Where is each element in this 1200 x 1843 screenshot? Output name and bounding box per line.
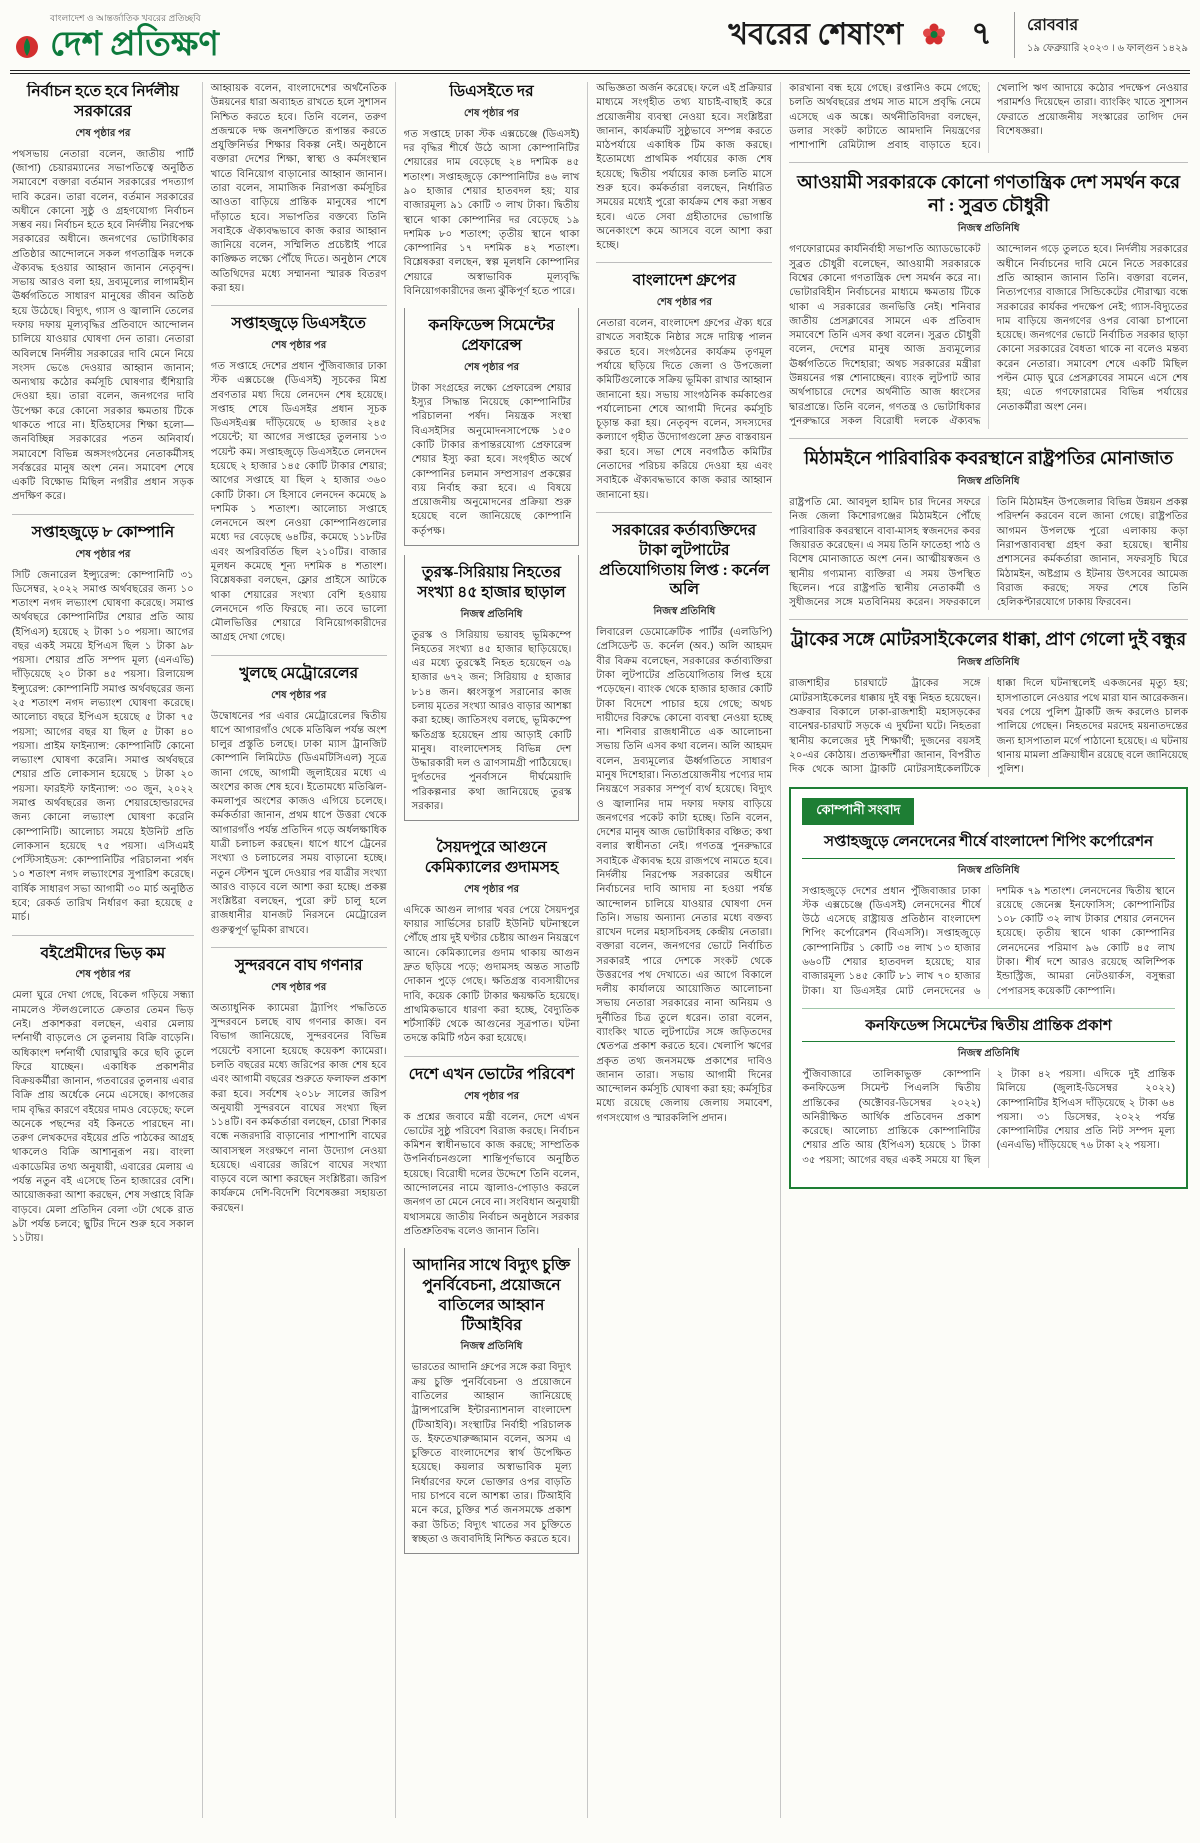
paper-tagline: বাংলাদেশ ও আন্তর্জাতিক খবরের প্রতিচ্ছবি <box>50 13 201 23</box>
article-nirbachon <box>12 82 194 505</box>
article-byline: শেষ পৃষ্ঠার পর <box>271 689 327 701</box>
article-byline: শেষ পৃষ্ঠার পর <box>271 981 327 993</box>
date-line: ১৯ ফেব্রুয়ারি ২০২৩ । ৬ ফাল্গুন ১৪২৯ <box>1026 43 1188 54</box>
column-1 <box>10 82 203 1818</box>
article-headline: মিঠামইনে পারিবারিক কবরস্থানে রাষ্ট্রপতির মোনাজাত <box>804 448 1174 469</box>
article-byline: শেষ পৃষ্ঠার পর <box>463 361 520 373</box>
article-headline: সপ্তাহজুড়ে লেনদেনের শীর্ষে বাংলাদেশ শিপিং কর্পোরেশন <box>802 833 1175 858</box>
article-byline: শেষ পৃষ্ঠার পর <box>463 883 520 895</box>
company-news-box-title: কোম্পানী সংবাদ <box>802 798 914 825</box>
article-subrata-chowdhury <box>789 162 1188 429</box>
article-headline: কনফিডেন্স সিমেন্টের দ্বিতীয় প্রান্তিক প্রকাশ <box>802 1017 1175 1042</box>
article-body: আহ্বায়ক বলেন, বাংলাদেশের অর্থনৈতিক উন্নয়নের ধারা অব্যাহত রাখতে হলে সুশাসন নিশ্চিত করতে হবে। তিনি বলেন, তরুণ প্রজন্মকে দক্ষ জনশক্তিতে রূপান্তর করতে প্রযুক্তিনির্ভর শিক্ষার বিকল্প নেই। অনুষ্ঠানে বক্তারা দেশের শিক্ষা, স্বাস্থ্য ও কর্মসংস্থান খাতে বিনিয়োগ বাড়ানোর আহ্বান জানান। তারা বলেন, সামাজিক নিরাপত্তা কর্মসূচির আওতা বাড়িয়ে প্রান্তিক মানুষের পাশে দাঁড়াতে হবে। সভাপতির বক্তব্যে তিনি সবাইকে ঐক্যবদ্ধভাবে কাজ করার আহ্বান জানিয়ে বলেন, সম্মিলিত প্রচেষ্টাই পারে কাঙ্ক্ষিত লক্ষ্যে পৌঁছে দিতে। অনুষ্ঠান শেষে অতিথিদের মধ্যে সম্মাননা স্মারক বিতরণ করা হয়। <box>210 83 387 294</box>
article-truck-motorcycle <box>789 619 1188 777</box>
article-body: রাজশাহীর চারঘাটে ট্রাকের সঙ্গে মোটরসাইকেলের ধাক্কায় দুই বন্ধু নিহত হয়েছেন। শুক্রবার বিকালে ঢাকা-রাজশাহী মহাসড়কের বানেশ্বর-চারঘাট সড়কে এ দুর্ঘটনা ঘটে। নিহতরা স্থানীয় কলেজের দুই শিক্ষার্থী; দুজনের বয়সই ২০-এর কোঠায়। প্রত্যক্ষদর্শীরা জানান, বিপরীত দিক থেকে আসা ট্রাকটি মোটরসাইকেলটিকে ধাক্কা দিলে ঘটনাস্থলেই একজনের মৃত্যু হয়; হাসপাতালে নেওয়ার পথে মারা যান আরেকজন। খবর পেয়ে পুলিশ ট্রাকটি জব্দ করলেও চালক পালিয়ে গেছেন। নিহতদের মরদেহ ময়নাতদন্তের জন্য হাসপাতাল মর্গে পাঠানো হয়েছে। এ ঘটনায় থানায় মামলা প্রক্রিয়াধীন রয়েছে বলে জানিয়েছে পুলিশ। <box>789 678 1188 776</box>
article-metrorail <box>211 655 387 938</box>
article-byline: শেষ পৃষ্ঠার পর <box>75 969 131 981</box>
article-body: টাকা সংগ্রহের লক্ষ্যে প্রেফারেন্স শেয়ার ইস্যুর সিদ্ধান্ত নিয়েছে কোম্পানিটির পরিচালনা পর্ষদ। নিয়ন্ত্রক সংস্থা বিএসইসির অনুমোদনসাপেক্ষে ১৫০ কোটি টাকার রূপান্তরযোগ্য প্রেফারেন্স শেয়ার ইস্যু করা হবে। সংগৃহীত অর্থে কোম্পানির চলমান সম্প্রসারণ প্রকল্পের ব্যয় নির্বাহ করা হবে। এ বিষয়ে প্রয়োজনীয় অনুমোদনের প্রক্রিয়া শুরু হয়েছে বলে জানিয়েছে কোম্পানি কর্তৃপক্ষ। <box>411 382 572 537</box>
article-body: গত সপ্তাহে ঢাকা স্টক এক্সচেঞ্জে (ডিএসই) দর বৃদ্ধির শীর্ষে উঠে আসা কোম্পানিটির শেয়ারের দাম বেড়েছে ২৪ দশমিক ৪৫ শতাংশ। সপ্তাহজুড়ে কোম্পানিটির ৪৬ লাখ ৯০ হাজার শেয়ার হাতবদল হয়; যার বাজারমূল্য ৯১ কোটি ৩ লাখ টাকা। দ্বিতীয় স্থানে থাকা কোম্পানির দর বেড়েছে ১৯ দশমিক ৮০ শতাংশ; তৃতীয় স্থানে থাকা কোম্পানির ১৭ দশমিক ৪২ শতাংশ। বিশ্লেষকরা বলছেন, স্বল্প মূলধনি কোম্পানির শেয়ারে অস্বাভাবিক মূল্যবৃদ্ধি বিনিয়োগকারীদের জন্য ঝুঁকিপূর্ণ হতে পারে। <box>403 128 580 297</box>
article-byline: নিজস্ব প্রতিনিধি <box>460 608 523 620</box>
article-body: নেতারা বলেন, বাংলাদেশ গ্রুপের ঐক্য ধরে রাখতে সবাইকে নিষ্ঠার সঙ্গে দায়িত্ব পালন করতে হবে। সংগঠনের কার্যক্রম তৃণমূল পর্যায়ে ছড়িয়ে দিতে জেলা ও উপজেলা কমিটিগুলোকে সক্রিয় ভূমিকা রাখার আহ্বান জানানো হয়। সভায় সাংগঠনিক কর্মকাণ্ডের পর্যালোচনা শেষে আগামী দিনের কর্মসূচি চূড়ান্ত করা হয়। নেতৃবৃন্দ বলেন, সদস্যদের কল্যাণে গৃহীত উদ্যোগগুলো দ্রুত বাস্তবায়ন করা হবে। সভা শেষে নবগঠিত কমিটির নেতাদের পরিচয় করিয়ে দেওয়া হয় এবং সবাইকে ঐক্যবদ্ধভাবে কাজ করার আহ্বান জানানো হয়। <box>596 318 773 501</box>
article-headline: আওয়ামী সরকারকে কোনো গণতান্ত্রিক দেশ সমর্থন করে না : সুব্রত চৌধুরী <box>797 172 1181 216</box>
article-continuation <box>596 82 772 253</box>
article-body: এদিকে আগুন লাগার খবর পেয়ে সৈয়দপুর ফায়ার সার্ভিসের চারটি ইউনিট ঘটনাস্থলে পৌঁছে প্রায় দুই ঘণ্টার চেষ্টায় আগুন নিয়ন্ত্রণে আনে। কেমিক্যালের গুদাম থাকায় আগুন দ্রুত ছড়িয়ে পড়ে; গুদামসহ অন্তত সাতটি দোকান পুড়ে গেছে। ক্ষতিগ্রস্ত ব্যবসায়ীদের দাবি, কয়েক কোটি টাকার ক্ষয়ক্ষতি হয়েছে। প্রাথমিকভাবে ধারণা করা হচ্ছে, বৈদ্যুতিক শর্টসার্কিট থেকে আগুনের সূত্রপাত। ঘটনা তদন্তে কমিটি গঠন করা হয়েছে। <box>403 904 580 1045</box>
article-continuation <box>789 82 1188 153</box>
article-headline: বইপ্রেমীদের ভিড় কম <box>40 944 166 962</box>
article-body: তুরস্ক ও সিরিয়ায় ভয়াবহ ভূমিকম্পে নিহতের সংখ্যা ৪৫ হাজার ছাড়িয়েছে। এর মধ্যে তুরস্কেই নিহত হয়েছেন ৩৯ হাজার ৬৭২ জন; সিরিয়ায় ৫ হাজার ৮১৪ জন। ধ্বংসস্তূপ সরানোর কাজ চলায় মৃতের সংখ্যা আরও বাড়ার আশঙ্কা করা হচ্ছে। জাতিসংঘ বলছে, ভূমিকম্পে ক্ষতিগ্রস্ত হয়েছেন প্রায় আড়াই কোটি মানুষ। বাংলাদেশসহ বিভিন্ন দেশ উদ্ধারকারী দল ও ত্রাণসামগ্রী পাঠিয়েছে। দুর্গতদের পুনর্বাসনে দীর্ঘমেয়াদি পরিকল্পনার কথা জানিয়েছে তুরস্ক সরকার। <box>411 629 572 812</box>
article-byline: শেষ পৃষ্ঠার পর <box>463 1090 520 1102</box>
article-byline: নিজস্ব প্রতিনিধি <box>460 1341 523 1353</box>
article-headline: নির্বাচন হতে হবে নির্দলীয় সরকারের <box>26 83 179 120</box>
article-8-company <box>12 514 194 926</box>
article-sundarban-tiger <box>211 947 387 1216</box>
article-body: ক প্রশ্নের জবাবে মন্ত্রী বলেন, দেশে এখন ভোটের সুষ্ঠু পরিবেশ বিরাজ করছে। নির্বাচন কমিশন স্বাধীনভাবে কাজ করছে; সাম্প্রতিক উপনির্বাচনগুলো শান্তিপূর্ণভাবে অনুষ্ঠিত হয়েছে। বিরোধী দলের উদ্দেশে তিনি বলেন, আন্দোলনের নামে জ্বালাও-পোড়াও করলে জনগণ তা মেনে নেবে না। সংবিধান অনুযায়ী যথাসময়ে জাতীয় নির্বাচন অনুষ্ঠানে সরকার প্রতিশ্রুতিবদ্ধ বলেও জানান তিনি। <box>403 1111 580 1237</box>
page-number: ৭ <box>971 15 992 51</box>
article-confidence-q2 <box>802 1008 1175 1168</box>
article-confidence-preference <box>404 308 580 546</box>
article-headline: তুরস্ক-সিরিয়ায় নিহতের সংখ্যা ৪৫ হাজার ছাড়াল <box>417 563 566 601</box>
article-dse-price <box>404 82 580 299</box>
article-headline: সপ্তাহজুড়ে ডিএসইতে <box>231 315 366 333</box>
article-headline: ট্রাকের সঙ্গে মোটরসাইকেলের ধাক্কা, প্রাণ গেলো দুই বন্ধুর <box>791 629 1187 650</box>
flower-ornament-icon <box>919 20 949 50</box>
article-turkey-syria <box>404 555 580 821</box>
article-headline: ডিএসইতে দর <box>449 83 534 100</box>
article-body: গণফোরামের কার্যনির্বাহী সভাপতি অ্যাডভোকেট সুব্রত চৌধুরী বলেছেন, আওয়ামী সরকারকে বিশ্বের কোনো গণতান্ত্রিক দেশ সমর্থন করে না। ভোটারবিহীন নির্বাচনের মাধ্যমে ক্ষমতায় টিকে থাকা এ সরকারের জনভিত্তি নেই। শনিবার জাতীয় প্রেসক্লাবের সামনে এক প্রতিবাদ সমাবেশে তিনি এসব কথা বলেন। সুব্রত চৌধুরী বলেন, দেশের মানুষ আজ দ্রব্যমূল্যের ঊর্ধ্বগতিতে দিশেহারা; অথচ সরকারের মন্ত্রীরা উন্নয়নের গল্প শোনাচ্ছেন। ব্যাংক লুটপাট আর অর্থপাচারে দেশের অর্থনীতি আজ ধ্বংসের দ্বারপ্রান্তে। তিনি বলেন, গণতন্ত্র ও ভোটাধিকার পুনরুদ্ধারে সকল বিরোধী দলকে ঐক্যবদ্ধ আন্দোলন গড়ে তুলতে হবে। নির্দলীয় সরকারের অধীনে নির্বাচনের দাবি মেনে নিতে সরকারের প্রতি আহ্বান জানান তিনি। বক্তারা বলেন, নিত্যপণ্যের বাজারে সিন্ডিকেটের দৌরাত্ম্য বন্ধে সরকারের কার্যকর পদক্ষেপ নেই; গ্যাস-বিদ্যুতের দাম বাড়িয়ে জনগণের ওপর বোঝা চাপানো হয়েছে। জনগণের ভোটে নির্বাচিত সরকার ছাড়া কোনো সরকারের বৈধতা থাকে না বলেও মন্তব্য করেন নেতারা। সমাবেশ শেষে একটি মিছিল পল্টন মোড় ঘুরে প্রেসক্লাবের সামনে এসে শেষ হয়; এতে গণফোরামের বিভিন্ন পর্যায়ের নেতাকর্মীরা অংশ নেন। <box>789 244 1188 427</box>
article-byline: নিজস্ব প্রতিনিধি <box>957 657 1020 669</box>
article-bd-group <box>596 262 772 502</box>
article-byline: শেষ পৃষ্ঠার পর <box>463 107 520 119</box>
article-vote-environment <box>404 1056 580 1239</box>
article-body: লিবারেল ডেমোক্রেটিক পার্টির (এলডিপি) প্রেসিডেন্ট ড. কর্নেল (অব.) অলি আহমদ বীর বিক্রম বলেছেন, সরকারের কর্তাব্যক্তিরা টাকা লুটপাটের প্রতিযোগিতায় লিপ্ত হয়ে পড়েছেন। ব্যাংক থেকে হাজার হাজার কোটি টাকা বিদেশে পাচার হয়ে গেছে; অথচ দায়ীদের বিরুদ্ধে কোনো ব্যবস্থা নেওয়া হচ্ছে না। শনিবার রাজধানীতে এক আলোচনা সভায় তিনি এসব কথা বলেন। অলি আহমদ বলেন, দ্রব্যমূল্যের ঊর্ধ্বগতিতে সাধারণ মানুষ দিশেহারা। নিত্যপ্রয়োজনীয় পণ্যের দাম নিয়ন্ত্রণে সরকার সম্পূর্ণ ব্যর্থ হয়েছে। বিদ্যুৎ ও জ্বালানির দাম দফায় দফায় বাড়িয়ে জনগণের পকেট কাটা হচ্ছে। তিনি বলেন, দেশের মানুষ আজ ভোটাধিকার বঞ্চিত; কথা বলার স্বাধীনতা নেই। গণতন্ত্র পুনরুদ্ধারে সবাইকে ঐক্যবদ্ধ হয়ে রাজপথে নামতে হবে। নির্দলীয় নিরপেক্ষ সরকারের অধীনে নির্বাচনের দাবি আদায় না হওয়া পর্যন্ত আন্দোলন চালিয়ে যাওয়ার ঘোষণা দেন তিনি। সভায় অন্যান্য নেতার মধ্যে বক্তব্য রাখেন দলের মহাসচিবসহ কেন্দ্রীয় নেতারা। বক্তারা বলেন, জনগণের ভোটে নির্বাচিত সরকারই পারে দেশকে সংকট থেকে উত্তরণের পথ দেখাতে। এর আগে বিকালে দলীয় কার্যালয়ে আয়োজিত আলোচনা সভায় নেতারা সরকারের নানা অনিয়ম ও দুর্নীতির চিত্র তুলে ধরেন। তারা বলেন, ব্যাংকিং খাতে লুটপাটের সঙ্গে জড়িতদের শ্বেতপত্র প্রকাশ করতে হবে। খেলাপি ঋণের প্রকৃত তথ্য জনসমক্ষে প্রকাশের দাবিও জানান তারা। সভায় আগামী দিনের আন্দোলন কর্মসূচি ঘোষণা করা হয়; কর্মসূচির মধ্যে রয়েছে জেলায় জেলায় সমাবেশ, গণসংযোগ ও স্মারকলিপি প্রদান। <box>596 627 773 1124</box>
column-2 <box>203 82 396 1818</box>
article-body: পুঁজিবাজারে তালিকাভুক্ত কোম্পানি কনফিডেন্স সিমেন্ট পিএলসি দ্বিতীয় প্রান্তিকের (অক্টোবর-ডিসেম্বর ২০২২) অনিরীক্ষিত আর্থিক প্রতিবেদন প্রকাশ করেছে। আলোচ্য প্রান্তিকে কোম্পানিটির শেয়ার প্রতি আয় (ইপিএস) হয়েছে ১ টাকা ৩৫ পয়সা; আগের বছর একই সময়ে যা ছিল ২ টাকা ৪২ পয়সা। এদিকে দুই প্রান্তিক মিলিয়ে (জুলাই-ডিসেম্বর ২০২২) কোম্পানিটির ইপিএস দাঁড়িয়েছে ২ টাকা ৬৪ পয়সা। ৩১ ডিসেম্বর, ২০২২ পর্যন্ত কোম্পানিটির শেয়ার প্রতি নিট সম্পদ মূল্য (এনএভি) দাঁড়িয়েছে ৭৬ টাকা ২২ পয়সা। <box>802 1069 1175 1166</box>
article-byline: নিজস্ব প্রতিনিধি <box>957 223 1020 235</box>
article-bsc-top-turnover <box>802 833 1175 998</box>
logo-block <box>12 11 219 62</box>
article-headline: দেশে এখন ভোটের পরিবেশ <box>408 1065 575 1083</box>
article-byline: শেষ পৃষ্ঠার পর <box>656 297 712 309</box>
article-byline: নিজস্ব প্রতিনিধি <box>957 1048 1020 1060</box>
article-headline: সরকারের কর্তাব্যক্তিদের টাকা লুটপাটের প্রতিযোগিতায় লিপ্ত : কর্নেল অলি <box>599 521 770 599</box>
masthead-divider <box>10 70 1190 74</box>
article-adani-tib <box>404 1248 580 1554</box>
article-headline: আদানির সাথে বিদ্যুৎ চুক্তি পুনর্বিবেচনা, প্রয়োজনে বাতিলের আহ্বান টিআইবির <box>412 1257 571 1334</box>
article-body: উদ্বোধনের পর এবার মেট্রোরেলের দ্বিতীয় ধাপে আগারগাঁও থেকে মতিঝিল পর্যন্ত অংশ চালুর প্রস্তুতি চলছে। ঢাকা ম্যাস ট্রানজিট কোম্পানি লিমিটেড (ডিএমটিসিএল) সূত্রে জানা গেছে, আগামী জুলাইয়ের মধ্যে এ অংশের কাজ শেষ হবে। ইতোমধ্যে মতিঝিল-কমলাপুর অংশের কাজও এগিয়ে চলেছে। কর্মকর্তারা জানান, প্রথম ধাপে উত্তরা থেকে আগারগাঁও পর্যন্ত প্রতিদিন গড়ে অর্ধলক্ষাধিক যাত্রী চলাচল করছেন। ধাপে ধাপে ট্রেনের সংখ্যা ও চলাচলের সময় বাড়ানো হচ্ছে। নতুন স্টেশন খুলে দেওয়ার পর যাত্রীর সংখ্যা আরও বাড়বে বলে আশা করা হচ্ছে। প্রকল্প সংশ্লিষ্টরা বলছেন, পুরো রুট চালু হলে রাজধানীর যানজট নিরসনে মেট্রোরেল গুরুত্বপূর্ণ ভূমিকা রাখবে। <box>210 710 387 936</box>
article-body: রাষ্ট্রপতি মো. আবদুল হামিদ চার দিনের সফরে নিজ জেলা কিশোরগঞ্জের মিঠামইনে পৌঁছে পারিবারিক কবরস্থানে বাবা-মাসহ স্বজনদের কবর জিয়ারত করেছেন। এ সময় তিনি ফাতেহা পাঠ ও বিশেষ মোনাজাতে অংশ নেন। আত্মীয়স্বজন ও স্থানীয় গণ্যমান্য ব্যক্তিরা এ সময় উপস্থিত ছিলেন। পরে রাষ্ট্রপতি স্থানীয় নেতাকর্মী ও সুধীজনের সঙ্গে মতবিনিময় করেন। সফরকালে তিনি মিঠামইন উপজেলার বিভিন্ন উন্নয়ন প্রকল্প পরিদর্শন করবেন বলে জানা গেছে। রাষ্ট্রপতির আগমন উপলক্ষে পুরো এলাকায় কড়া নিরাপত্তাব্যবস্থা গ্রহণ করা হয়েছে। স্থানীয় প্রশাসনের কর্মকর্তারা জানান, সফরসূচি ঘিরে মিঠামইন, অষ্টগ্রাম ও ইটনায় উৎসবের আমেজ বিরাজ করছে; সফর শেষে তিনি হেলিকপ্টারযোগে ঢাকায় ফিরবেন। <box>789 497 1188 609</box>
article-headline: বাংলাদেশ গ্রুপের <box>632 272 736 290</box>
masthead <box>10 6 1190 70</box>
article-body: গত সপ্তাহে দেশের প্রধান পুঁজিবাজার ঢাকা স্টক এক্সচেঞ্জে (ডিএসই) সূচকের মিশ্র প্রবণতার মধ্য দিয়ে লেনদেন শেষ হয়েছে। সপ্তাহ শেষে ডিএসইর প্রধান সূচক ডিএসইএক্স দাঁড়িয়েছে ৬ হাজার ২৪৫ পয়েন্টে; যা আগের সপ্তাহের তুলনায় ১৩ পয়েন্ট কম। সপ্তাহজুড়ে ডিএসইতে লেনদেন হয়েছে ২ হাজার ১৪৫ কোটি টাকার শেয়ার; আগের সপ্তাহে যা ছিল ২ হাজার ৩৬০ কোটি টাকা। সে হিসাবে লেনদেন কমেছে ৯ দশমিক ১ শতাংশ। আলোচ্য সপ্তাহে লেনদেনে অংশ নেওয়া কোম্পানিগুলোর মধ্যে দর বেড়েছে ৬৪টির, কমেছে ১১৮টির এবং অপরিবর্তিত ছিল ২১০টির। বাজার মূলধন কমেছে শূন্য দশমিক ৪ শতাংশ। বিশ্লেষকরা বলছেন, ফ্লোর প্রাইসে আটকে থাকা শেয়ারের সংখ্যা বেশি হওয়ায় লেনদেনে গতি ফিরছে না। তবে ভালো মৌলভিত্তির শেয়ারে বিনিয়োগকারীদের আগ্রহ দেখা গেছে। <box>210 361 387 644</box>
article-byline: নিজস্ব প্রতিনিধি <box>957 864 1020 876</box>
logo-mark-icon <box>12 32 42 62</box>
article-colonel-oli <box>596 512 772 1126</box>
article-body: সপ্তাহজুড়ে দেশের প্রধান পুঁজিবাজার ঢাকা স্টক এক্সচেঞ্জে (ডিএসই) লেনদেনের শীর্ষে উঠে এসেছে রাষ্ট্রায়ত্ত প্রতিষ্ঠান বাংলাদেশ শিপিং কর্পোরেশন (বিএসসি)। সপ্তাহজুড়ে কোম্পানিটির ১ কোটি ৩৪ লাখ ১৩ হাজার ৬৬০টি শেয়ার হাতবদল হয়েছে; যার বাজারমূল্য ১৪৫ কোটি ৮১ লাখ ৭০ হাজার টাকা। যা ডিএসইর মোট লেনদেনের ৬ দশমিক ৭৯ শতাংশ। লেনদেনের দ্বিতীয় স্থানে রয়েছে জেনেক্স ইনফোসিস; কোম্পানিটির ১০৮ কোটি ৩২ লাখ টাকার শেয়ার লেনদেন হয়েছে। তৃতীয় স্থানে থাকা কোম্পানির লেনদেনের পরিমাণ ৯৬ কোটি ৪৫ লাখ টাকা। শীর্ষ দশে আরও রয়েছে অলিম্পিক ইন্ডাস্ট্রিজ, আমরা নেটওয়ার্কস, বসুন্ধরা পেপারসহ কয়েকটি কোম্পানি। <box>802 885 1175 997</box>
article-byline: নিজস্ব প্রতিনিধি <box>653 606 716 618</box>
article-headline: কনফিডেন্স সিমেন্টের প্রেফারেন্স <box>428 317 555 355</box>
article-byline: শেষ পৃষ্ঠার পর <box>271 340 327 352</box>
column-4 <box>588 82 781 1818</box>
article-byline: শেষ পৃষ্ঠার পর <box>75 548 131 560</box>
article-headline: সুন্দরবনে বাঘ গণনার <box>234 957 363 974</box>
masthead-right <box>728 8 1188 62</box>
day-name: রোববার <box>1026 17 1079 34</box>
article-headline: সপ্তাহজুড়ে ৮ কোম্পানি <box>31 523 175 541</box>
article-body: মেলা ঘুরে দেখা গেছে, বিকেল গড়িয়ে সন্ধ্যা নামলেও স্টলগুলোতে ক্রেতার তেমন ভিড় নেই। প্রকাশকরা বলছেন, এবার মেলায় দর্শনার্থী বাড়লেও সে তুলনায় বিক্রি বাড়েনি। অধিকাংশ দর্শনার্থী ঘোরাঘুরি করে ছবি তুলে ফিরে যাচ্ছেন। একাধিক প্রকাশনীর বিক্রয়কর্মীরা জানান, গতবারের তুলনায় এবার বিক্রি প্রায় অর্ধেকে নেমে এসেছে। কাগজের দাম বৃদ্ধির কারণে বইয়ের দামও বেড়েছে; ফলে অনেকে পছন্দের বই কিনতে পারছেন না। তরুণ লেখকদের বইয়ের প্রতি পাঠকের আগ্রহ থাকলেও বিক্রি আশানুরূপ নয়। বাংলা একাডেমির তথ্য অনুযায়ী, এবারের মেলায় এ পর্যন্ত নতুন বই এসেছে তিন হাজারের বেশি। আয়োজকরা আশা করছেন, শেষ সপ্তাহে বিক্রি বাড়বে। মেলা প্রতিদিন বেলা ৩টা থেকে রাত ৯টা পর্যন্ত চলবে; ছুটির দিনে শুরু হবে সকাল ১১টায়। <box>12 990 194 1245</box>
article-body: ভারতের আদানি গ্রুপের সঙ্গে করা বিদ্যুৎ ক্রয় চুক্তি পুনর্বিবেচনা ও প্রয়োজনে বাতিলের আহ্বান জানিয়েছে ট্রান্সপারেন্সি ইন্টারন্যাশনাল বাংলাদেশ (টিআইবি)। সংস্থাটির নির্বাহী পরিচালক ড. ইফতেখারুজ্জামান বলেন, অসম এ চুক্তিতে বাংলাদেশের স্বার্থ উপেক্ষিত হয়েছে। কয়লার অস্বাভাবিক মূল্য নির্ধারণের ফলে ভোক্তার ওপর বাড়তি দায় চাপবে বলে আশঙ্কা তার। টিআইবি মনে করে, চুক্তির শর্ত জনসমক্ষে প্রকাশ করা উচিত; বিদ্যুৎ খাতের সব চুক্তিতে স্বচ্ছতা ও জবাবদিহি নিশ্চিত করতে হবে। <box>411 1362 572 1545</box>
article-body: কারখানা বন্ধ হয়ে গেছে। রপ্তানিও কমে গেছে; চলতি অর্থবছরের প্রথম সাত মাসে প্রবৃদ্ধি নেমে এসেছে এক অঙ্কে। অর্থনীতিবিদরা বলছেন, ডলার সংকট কাটাতে আমদানি নিয়ন্ত্রণের পাশাপাশি রেমিট্যান্স প্রবাহ বাড়াতে হবে। খেলাপি ঋণ আদায়ে কঠোর পদক্ষেপ নেওয়ার পরামর্শও দিয়েছেন তারা। ব্যাংকিং খাতে সুশাসন ফেরাতে প্রয়োজনীয় সংস্কারের তাগিদ দেন বিশেষজ্ঞরা। <box>789 83 1188 152</box>
article-boimela <box>12 935 194 1247</box>
article-headline: খুলছে মেট্রোরেলের <box>239 664 359 682</box>
article-body: সিটি জেনারেল ইন্স্যুরেন্স: কোম্পানিটি ৩১ ডিসেম্বর, ২০২২ সমাপ্ত অর্থবছরের জন্য ১০ শতাংশ নগদ লভ্যাংশ ঘোষণা করেছে। সমাপ্ত অর্থবছরে কোম্পানিটির শেয়ার প্রতি আয় (ইপিএস) হয়েছে ২ টাকা ১০ পয়সা। আগের বছর একই সময়ে ইপিএস ছিল ১ টাকা ৯৮ পয়সা। শেয়ার প্রতি সম্পদ মূল্য (এনএভি) দাঁড়িয়েছে ২০ টাকা ৪৫ পয়সা। রিলায়েন্স ইন্স্যুরেন্স: কোম্পানিটি সমাপ্ত অর্থবছরের জন্য ২৫ শতাংশ নগদ লভ্যাংশ ঘোষণা করেছে। আলোচ্য বছরে ইপিএস হয়েছে ৫ টাকা ৭৫ পয়সা; আগের বছর যা ছিল ৫ টাকা ৪০ পয়সা। প্রাইম ফাইন্যান্স: কোম্পানিটি কোনো লভ্যাংশ ঘোষণা করেনি। সমাপ্ত অর্থবছরে শেয়ার প্রতি লোকসান হয়েছে ১ টাকা ২০ পয়সা। ফারইস্ট ফাইন্যান্স: ৩০ জুন, ২০২২ সমাপ্ত অর্থবছরের জন্য শেয়ারহোল্ডারদের জন্য কোনো লভ্যাংশ ঘোষণা করেনি কোম্পানিটি। আলোচ্য সময়ে ইউনিট প্রতি লোকসান হয়েছে ৭৫ পয়সা। এসিএমই পেস্টিসাইডস: কোম্পানিটির পরিচালনা পর্ষদ ১০ শতাংশ নগদ লভ্যাংশের সুপারিশ করেছে। বার্ষিক সাধারণ সভা আগামী ৩০ মার্চ অনুষ্ঠিত হবে; রেকর্ড তারিখ নির্ধারণ করা হয়েছে ৫ মার্চ। <box>12 569 194 924</box>
article-headline: সৈয়দপুরে আগুনে কেমিক্যালের গুদামসহ <box>424 839 559 877</box>
article-byline: শেষ পৃষ্ঠার পর <box>75 127 131 139</box>
article-byline: নিজস্ব প্রতিনিধি <box>957 476 1020 488</box>
paper-name: দেশ প্রতিক্ষণ <box>50 26 219 63</box>
column-5-6-region <box>781 82 1190 1818</box>
section-title: খবরের শেষাংশ <box>728 17 904 51</box>
date-block <box>1014 12 1188 58</box>
article-dse-week <box>211 305 387 645</box>
article-president-mithamoin <box>789 438 1188 610</box>
column-3 <box>396 82 589 1818</box>
company-news-box <box>789 787 1188 1189</box>
logo-text <box>50 11 219 62</box>
article-body: অত্যাধুনিক ক্যামেরা ট্র্যাপিং পদ্ধতিতে সুন্দরবনে চলছে বাঘ গণনার কাজ। বন বিভাগ জানিয়েছে, সুন্দরবনের বিভিন্ন পয়েন্টে বসানো হয়েছে কয়েকশ ক্যামেরা। চলতি বছরের মধ্যে জরিপের কাজ শেষ হবে এবং আগামী বছরের শুরুতে ফলাফল প্রকাশ করা হবে। সর্বশেষ ২০১৮ সালের জরিপ অনুযায়ী সুন্দরবনে বাঘের সংখ্যা ছিল ১১৪টি। বন কর্মকর্তারা বলছেন, চোরা শিকার বন্ধে নজরদারি বাড়ানোর পাশাপাশি বাঘের আবাসস্থল সংরক্ষণে নানা উদ্যোগ নেওয়া হয়েছে। এবারের জরিপে বাঘের সংখ্যা বাড়বে বলে আশা করছেন সংশ্লিষ্টরা। জরিপ কার্যক্রমে দেশি-বিদেশি বিশেষজ্ঞরা সহায়তা করছেন। <box>210 1002 387 1214</box>
article-saidpur-fire <box>404 830 580 1046</box>
article-continuation <box>211 82 387 296</box>
article-body: অভিজ্ঞতা অর্জন করেছে। ফলে এই প্রক্রিয়ার মাধ্যমে সংগৃহীত তথ্য যাচাই-বাছাই করে প্রয়োজনীয় ব্যবস্থা নেওয়া হবে। সংশ্লিষ্টরা জানান, কার্যক্রমটি সুষ্ঠুভাবে সম্পন্ন করতে মাঠপর্যায়ে একাধিক টিম কাজ করছে। ইতোমধ্যে প্রাথমিক পর্যায়ের কাজ শেষ হয়েছে; দ্বিতীয় পর্যায়ের কাজ চলতি মাসে শুরু হবে। কর্মকর্তারা বলছেন, নির্ধারিত সময়ের মধ্যেই পুরো কার্যক্রম শেষ করা সম্ভব হবে। এতে সেবা গ্রহীতাদের ভোগান্তি অনেকাংশে কমে আসবে বলে আশা করা হচ্ছে। <box>596 83 773 252</box>
article-body: পথসভায় নেতারা বলেন, জাতীয় পার্টি (জাপা) চেয়ারম্যানের সভাপতিত্বে অনুষ্ঠিত সমাবেশে বক্তারা বর্তমান সরকারের পদত্যাগ দাবি করেন। তারা বলেন, বর্তমান সরকারের অধীনে কোনো সুষ্ঠু ও গ্রহণযোগ্য নির্বাচন সম্ভব নয়। নির্বাচন হতে হবে নির্দলীয় নিরপেক্ষ সরকারের অধীনে। জনগণের ভোটাধিকার প্রতিষ্ঠার আন্দোলনে সকল গণতান্ত্রিক দলকে ঐক্যবদ্ধ হওয়ার আহ্বান জানান নেতৃবৃন্দ। সভায় আরও বলা হয়, দ্রব্যমূল্যের লাগামহীন ঊর্ধ্বগতিতে সাধারণ মানুষের জীবন অতিষ্ঠ হয়ে উঠেছে। বিদ্যুৎ, গ্যাস ও জ্বালানি তেলের দফায় দফায় মূল্যবৃদ্ধির প্রতিবাদে আন্দোলন চালিয়ে যাওয়ার ঘোষণা দেন তারা। নেতারা অবিলম্বে নির্দলীয় সরকারের দাবি মেনে নিয়ে সংসদ ভেঙে দেওয়ার আহ্বান জানান; অন্যথায় কঠোর কর্মসূচি ঘোষণার হুঁশিয়ারি দেওয়া হয়। তারা বলেন, জনগণের দাবি উপেক্ষা করে কোনো সরকার ক্ষমতায় টিকে থাকতে পারে না। ইতিহাসের শিক্ষা হলো— জনবিচ্ছিন্ন সরকারের পতন অনিবার্য। সমাবেশে বিভিন্ন অঙ্গসংগঠনের নেতাকর্মীসহ সর্বস্তরের মানুষ অংশ নেন। সমাবেশ শেষে একটি বিক্ষোভ মিছিল নগরীর প্রধান সড়ক প্রদক্ষিণ করে। <box>12 148 194 503</box>
article-grid <box>10 82 1190 1818</box>
